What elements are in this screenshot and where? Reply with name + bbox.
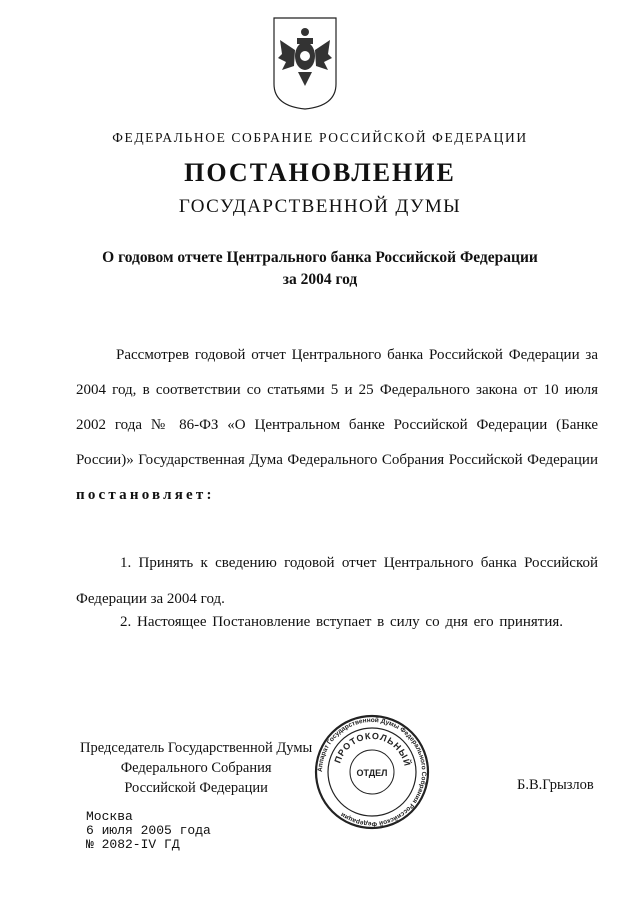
official-stamp	[312, 712, 432, 832]
signer-position-line-3: Российской Федерации	[124, 780, 268, 796]
city: Москва	[86, 809, 133, 824]
registration-number: № 2082-IV ГД	[86, 837, 180, 852]
state-emblem	[270, 14, 340, 112]
document-subject	[60, 247, 580, 291]
resolution-verb: постановляет:	[76, 487, 215, 503]
preamble	[76, 338, 598, 513]
signer-name: Б.В.Грызлов	[517, 777, 594, 793]
organization-header: ФЕДЕРАЛЬНОЕ СОБРАНИЕ РОССИЙСКОЙ ФЕДЕРАЦИИ	[112, 130, 528, 145]
document-type: ПОСТАНОВЛЕНИЕ	[184, 158, 456, 187]
place-date-number	[86, 810, 211, 852]
preamble-text: Рассмотрев годовой отчет Центрального банка Российской Федерации за 2004 год, в соответствии со статьями 5 и 25 Федерального закона от 10 июля 2002 года № 86-ФЗ «О Центральном банке Российской Федерации (Банке России)» Государственная Дума Федерального Собрания Российской Федерации	[76, 347, 598, 468]
subject-line-1: О годовом отчете Центрального банка Российской Федерации	[102, 249, 538, 266]
signer-position-line-2: Федерального Собрания	[120, 760, 272, 776]
stamp-middle-text: ПРОТОКОЛЬНЫЙ	[332, 730, 413, 768]
resolution-item-2: 2. Настоящее Постановление вступает в силу со дня его принятия.	[120, 614, 564, 630]
signer-position	[80, 738, 312, 798]
stamp-outer-text: Аппарат Государственной Думы Федерального Собрания Российской Федерации	[316, 716, 428, 828]
subject-line-2: за 2004 год	[282, 271, 358, 288]
svg-text:ПРОТОКОЛЬНЫЙ	[332, 731, 413, 768]
stamp-center-text: ОТДЕЛ	[356, 768, 388, 778]
signer-position-line-1: Председатель Государственной Думы	[80, 740, 313, 756]
resolution-item-1: 1. Принять к сведению годовой отчет Центрального банка Российской Федерации за 2004 год.	[76, 555, 598, 607]
issuer: ГОСУДАРСТВЕННОЙ ДУМЫ	[178, 196, 462, 217]
date: 6 июля 2005 года	[86, 823, 211, 838]
